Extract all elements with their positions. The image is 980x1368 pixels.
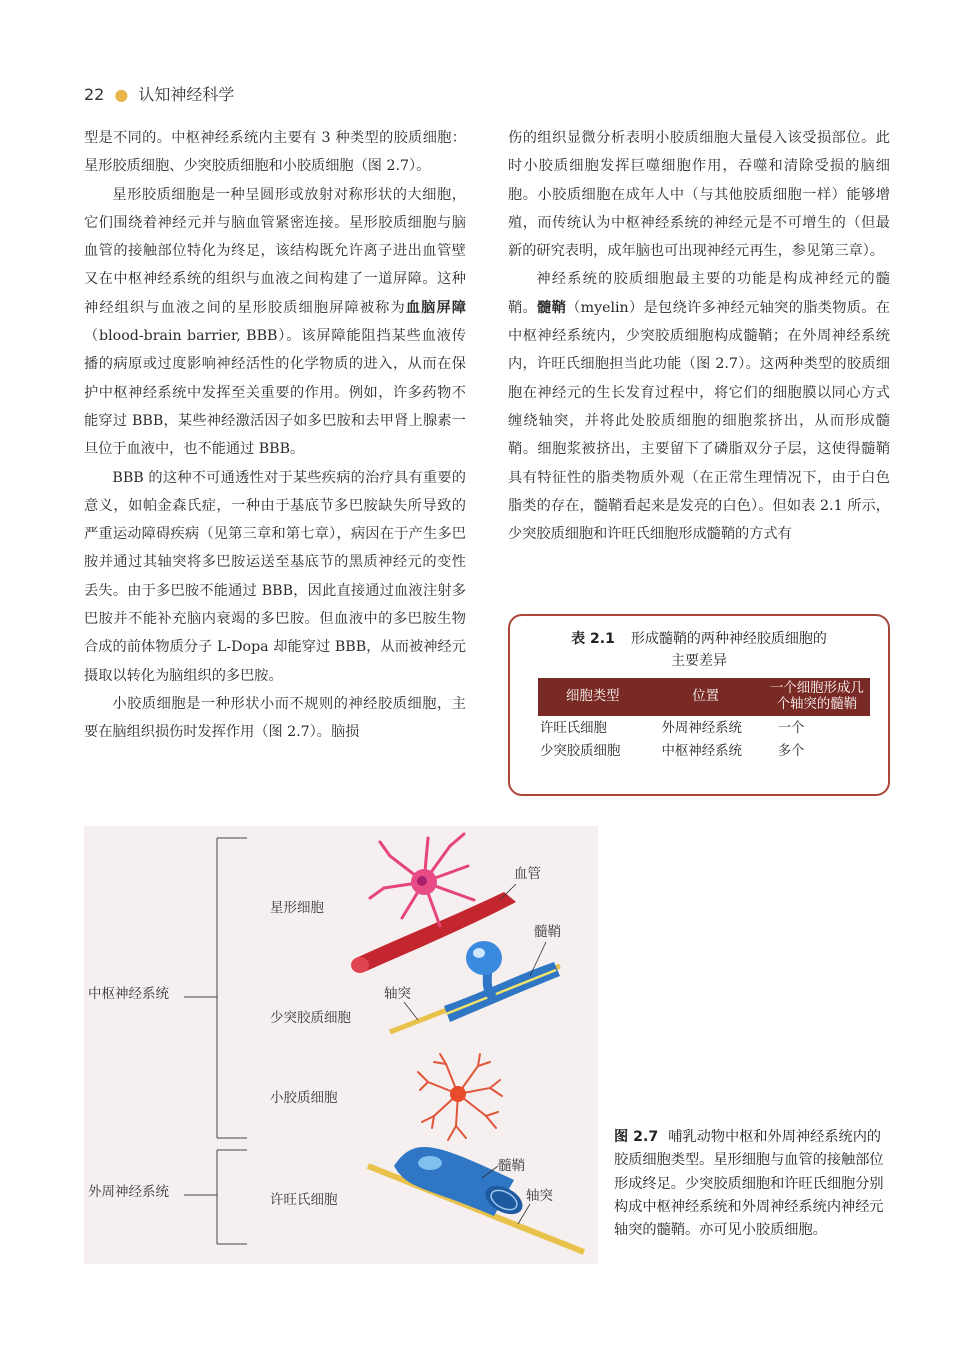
glia-diagram [84, 826, 598, 1264]
paragraph: 伤的组织显微分析表明小胶质细胞大量侵入该受损部位。此时小胶质细胞发挥巨噬细胞作用，吞噬和清除受损的脑细胞。小胶质细胞在成年人中（与其他胶质细胞一样）能够增殖，而传统认为中枢神经系统的神经元是不可增生的（但最新的研究表明，成年脑也可出现神经元再生，参见第三章）。 [508, 130, 890, 260]
running-header [84, 82, 234, 105]
bullet-dot-icon: ● [114, 85, 129, 104]
header-cell: 细胞类型 [538, 678, 648, 716]
header-cell: 一个细胞形成几个轴突的髓鞘 [764, 678, 870, 716]
label-oligodendrocyte: 少突胶质细胞 [270, 1010, 351, 1026]
paragraph: 型是不同的。中枢神经系统内主要有 3 种类型的胶质细胞：星形胶质细胞、少突胶质细胞和小胶质细胞（图 2.7）。 [84, 130, 466, 175]
paragraph: 小胶质细胞是一种形状小而不规则的神经胶质细胞，主要在脑组织损伤时发挥作用（图 2.7）。脑损 [84, 695, 466, 741]
table-title: 表 2.1 形成髓鞘的两种神经胶质细胞的 主要差异 [571, 631, 827, 669]
page-number: 22 [84, 85, 105, 104]
table-row: 少突胶质细胞 中枢神经系统 多个 [540, 744, 805, 759]
book-title: 认知神经科学 [138, 85, 235, 104]
term-myelin: 髓鞘 [537, 299, 567, 316]
microglia-illustration [418, 1054, 502, 1140]
label-myelin-top: 髓鞘 [534, 924, 561, 940]
table-header-row [538, 678, 870, 716]
label-pns: 外周神经系统 [88, 1184, 169, 1200]
label-axon-top: 轴突 [384, 986, 411, 1002]
label-cns: 中枢神经系统 [88, 986, 169, 1002]
label-astrocyte: 星形细胞 [270, 900, 324, 916]
oligodendrocyte-illustration [390, 941, 560, 1032]
figure-2-7 [84, 826, 598, 1264]
term-bbb: 血脑屏障 [405, 299, 466, 316]
caption-text: 哺乳动物中枢和外周神经系统内的胶质细胞类型。星形细胞与血管的接触部位形成终足。少突胶质细胞和许旺氏细胞分别构成中枢神经系统和外周神经系统内神经元轴突的髓鞘。亦可见小胶质细胞。 [614, 1129, 884, 1239]
caption-label: 图 2.7 [614, 1129, 659, 1145]
label-microglia: 小胶质细胞 [270, 1090, 338, 1106]
label-schwann: 许旺氏细胞 [270, 1192, 338, 1208]
glia-comparison-table [538, 678, 870, 762]
figure-caption [614, 1126, 894, 1242]
left-column [84, 124, 466, 747]
header-cell: 位置 [648, 678, 764, 716]
label-blood-vessel: 血管 [514, 866, 541, 882]
paragraph-myelin: 神经系统的胶质细胞最主要的功能是构成神经元的髓鞘。髓鞘（myelin）是包绕许多神经元轴突的脂类物质。在中枢神经系统内，少突胶质细胞构成髓鞘；在外周神经系统内，许旺氏细胞担当此功能（图 2.7）。这两种类型的胶质细胞在神经元的生长发育过程中，将它们的细胞膜以同心方式缠绕轴突，并将此处胶质细胞的细胞浆挤出，从而形成髓鞘。细胞浆被挤出，主要留下了磷脂双分子层，这使得髓鞘具有特征性的脂类物质外观（在正常生理情况下，由于白色脂类的存在，髓鞘看起来是发亮的白色）。但如表 2.1 所示，少突胶质细胞和许旺氏细胞形成髓鞘的方式有 [508, 271, 890, 543]
label-axon-bottom: 轴突 [526, 1188, 553, 1204]
right-column [508, 124, 890, 548]
table-label: 表 2.1 [571, 631, 615, 647]
table-2-1 [508, 614, 890, 796]
table-row: 许旺氏细胞 外周神经系统 一个 [540, 721, 805, 736]
paragraph: BBB 的这种不可通透性对于某些疾病的治疗具有重要的意义，如帕金森氏症，一种由于基底节多巴胺缺失所导致的严重运动障碍疾病（见第三章和第七章），病因在于产生多巴胺并通过其轴突将多巴胺运送至基底节的黑质神经元的变性丢失。由于多巴胺不能通过 BBB，因此直接通过血液注射多巴胺并不能补充脑内衰竭的多巴胺。但血液中的多巴胺生物合成的前体物质分子 L-Dopa 却能穿过 BBB，从而被神经元摄取以转化为脑组织的多巴胺。 [84, 469, 466, 684]
label-myelin-bottom: 髓鞘 [498, 1158, 525, 1174]
paragraph-bbb: 星形胶质细胞是一种呈圆形或放射对称形状的大细胞，它们围绕着神经元并与脑血管紧密连接。星形胶质细胞与脑血管的接触部位特化为终足，该结构既允许离子进出血管壁又在中枢神经系统的组织与血液之间构建了一道屏障。这种神经组织与血液之间的星形胶质细胞屏障被称为血脑屏障（blood-brain barrier, BBB）。该屏障能阻挡某些血液传播的病原或过度影响神经活性的化学物质的进入，从而在保护中枢神经系统中发挥至关重要的作用。例如，许多药物不能穿过 BBB，某些神经激活因子如多巴胺和去甲肾上腺素一旦位于血液中，也不能通过 BBB。 [84, 186, 466, 458]
bracket-lines [184, 838, 247, 1244]
